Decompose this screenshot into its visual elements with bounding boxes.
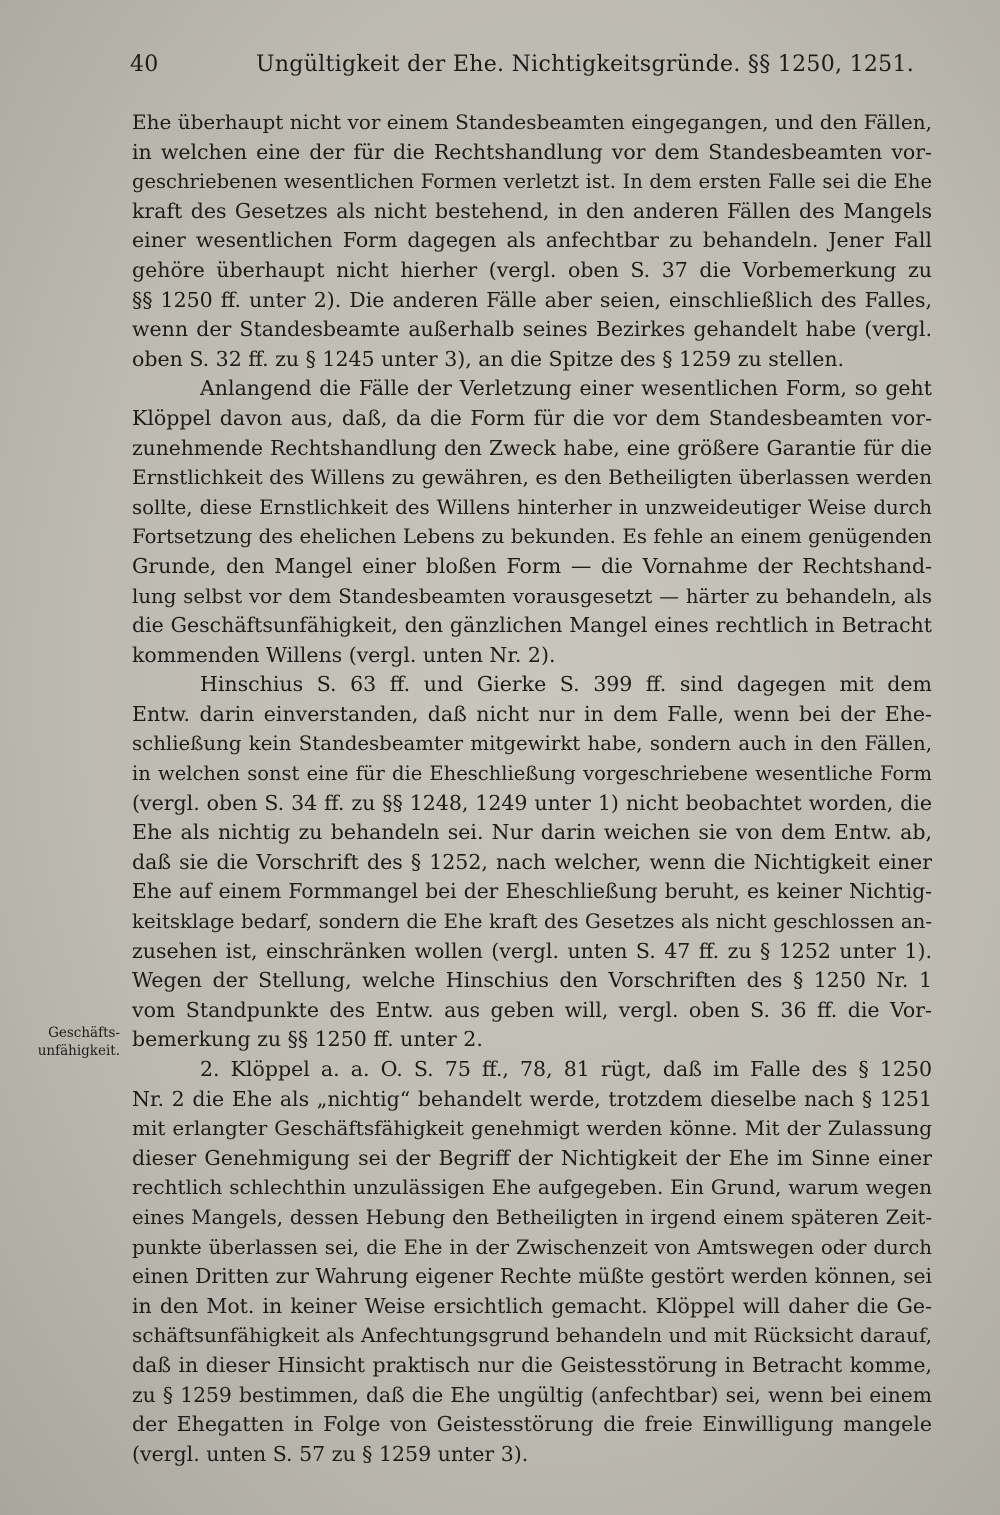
text-line: zu § 1259 bestimmen, daß die Ehe ungültig (anfechtbar) sei, wenn bei einem <box>132 1382 932 1407</box>
text-line: in welchen sonst eine für die Eheschließung vorgeschriebene wesentliche Form <box>132 762 932 786</box>
margin-note <box>30 1024 120 1060</box>
text-line: Fortsetzung des ehelichen Lebens zu bekunden. Es fehle an einem genügenden <box>132 525 932 549</box>
text-line: daß sie die Vorschrift des § 1252, nach welcher, wenn die Nichtigkeit einer <box>132 849 932 874</box>
text-line: §§ 1250 ff. unter 2). Die anderen Fälle aber seien, einschließlich des Falles, <box>132 287 932 312</box>
text-line: rechtlich schlechthin unzulässigen Ehe aufgegeben. Ein Grund, warum wegen <box>132 1175 932 1200</box>
text-line: zunehmende Rechtshandlung den Zweck habe, eine größere Garantie für die <box>132 435 932 460</box>
text-line: 2. Klöppel a. a. O. S. 75 ff., 78, 81 rügt, daß im Falle des § 1250 <box>200 1057 932 1081</box>
text-line: Ernstlichkeit des Willens zu gewähren, es den Betheiligten überlassen werden <box>132 465 932 490</box>
text-line: Ehe auf einem Formmangel bei der Eheschließung beruht, es keiner Nichtig- <box>132 879 932 904</box>
text-line: Wegen der Stellung, welche Hinschius den Vorschriften des § 1250 Nr. 1 <box>132 968 932 993</box>
text-line: keitsklage bedarf, sondern die Ehe kraft des Gesetzes als nicht geschlossen an- <box>132 910 932 934</box>
text-line: punkte überlassen sei, die Ehe in der Zwischenzeit von Amtswegen oder durch <box>132 1235 932 1259</box>
text-line: wenn der Standesbeamte außerhalb seines Bezirkes gehandelt habe (vergl. <box>132 317 932 342</box>
margin-note-line: Geschäfts- <box>48 1025 120 1041</box>
text-line: Anlangend die Fälle der Verletzung einer wesentlichen Form, so geht <box>200 376 932 401</box>
body-text <box>132 108 932 1469</box>
text-line: zusehen ist, einschränken wollen (vergl. unten S. 47 ff. zu § 1252 unter 1). <box>132 938 932 963</box>
text-line: (vergl. oben S. 34 ff. zu §§ 1248, 1249 unter 1) nicht beobachtet worden, die <box>132 790 932 815</box>
text-line: mit erlangter Geschäftsfähigkeit genehmigt werden könne. Mit der Zulassung <box>132 1116 932 1141</box>
text-line: bemerkung zu §§ 1250 ff. unter 2. <box>132 1027 483 1052</box>
text-line: in welchen eine der für die Rechtshandlung vor dem Standesbeamten vor- <box>132 139 932 164</box>
text-line: lung selbst vor dem Standesbeamten vorausgesetzt — härter zu behandeln, als <box>132 584 932 608</box>
text-line: oben S. 32 ff. zu § 1245 unter 3), an die Spitze des § 1259 zu stellen. <box>132 346 845 371</box>
running-title: Ungültigkeit der Ehe. Nichtigkeitsgründe. §§ 1250, 1251. <box>256 52 915 77</box>
text-line: vom Standpunkte des Entw. aus geben will, vergl. oben S. 36 ff. die Vor- <box>132 997 932 1022</box>
text-line: kraft des Gesetzes als nicht bestehend, in den anderen Fällen des Mangels <box>132 198 932 223</box>
text-line: die Geschäftsunfähigkeit, den gänzlichen Mangel eines rechtlich in Betracht <box>132 613 932 638</box>
text-line: einer wesentlichen Form dagegen als anfechtbar zu behandeln. Jener Fall <box>132 228 932 253</box>
text-line: Grunde, den Mangel einer bloßen Form — die Vornahme der Rechtshand- <box>132 553 932 578</box>
text-line: Ehe überhaupt nicht vor einem Standesbeamten eingegangen, und den Fällen, <box>132 110 932 134</box>
text-line: sollte, diese Ernstlichkeit des Willens hinterher in unzweideutiger Weise durch <box>132 495 932 519</box>
text-line: schließung kein Standesbeamter mitgewirkt habe, sondern auch in den Fällen, <box>132 732 932 756</box>
text-line: gehöre überhaupt nicht hierher (vergl. oben S. 37 die Vorbemerkung zu <box>132 257 932 282</box>
page-header <box>130 52 930 92</box>
margin-note-line: unfähigkeit. <box>37 1043 120 1059</box>
text-line: in den Mot. in keiner Weise ersichtlich gemacht. Klöppel will daher die Ge- <box>132 1293 932 1318</box>
text-line: einen Dritten zur Wahrung eigener Rechte müßte gestört werden können, sei <box>132 1264 932 1289</box>
text-line: Nr. 2 die Ehe als „nichtig“ behandelt werde, trotzdem dieselbe nach § 1251 <box>132 1086 932 1111</box>
text-line: geschriebenen wesentlichen Formen verletzt ist. In dem ersten Falle sei die Ehe <box>132 170 932 194</box>
text-line: Hinschius S. 63 ff. und Gierke S. 399 ff. sind dagegen mit dem <box>200 672 932 697</box>
text-line: dieser Genehmigung sei der Begriff der Nichtigkeit der Ehe im Sinne einer <box>132 1145 932 1170</box>
text-line: Ehe als nichtig zu behandeln sei. Nur darin weichen sie von dem Entw. ab, <box>132 820 932 845</box>
text-line: schäftsunfähigkeit als Anfechtungsgrund behandeln und mit Rücksicht darauf, <box>132 1323 932 1348</box>
text-line: eines Mangels, dessen Hebung den Betheiligten in irgend einem späteren Zeit- <box>132 1205 932 1229</box>
text-line: kommenden Willens (vergl. unten Nr. 2). <box>132 642 556 667</box>
text-line: der Ehegatten in Folge von Geistesstörung die freie Einwilligung mangele <box>132 1412 932 1437</box>
text-line: (vergl. unten S. 57 zu § 1259 unter 3). <box>132 1441 529 1466</box>
page-number: 40 <box>130 52 159 77</box>
text-line: Entw. darin einverstanden, daß nicht nur in dem Falle, wenn bei der Ehe- <box>132 701 932 726</box>
text-line: Klöppel davon aus, daß, da die Form für die vor dem Standesbeamten vor- <box>132 405 932 430</box>
text-line: daß in dieser Hinsicht praktisch nur die Geistesstörung in Betracht komme, <box>132 1352 932 1377</box>
